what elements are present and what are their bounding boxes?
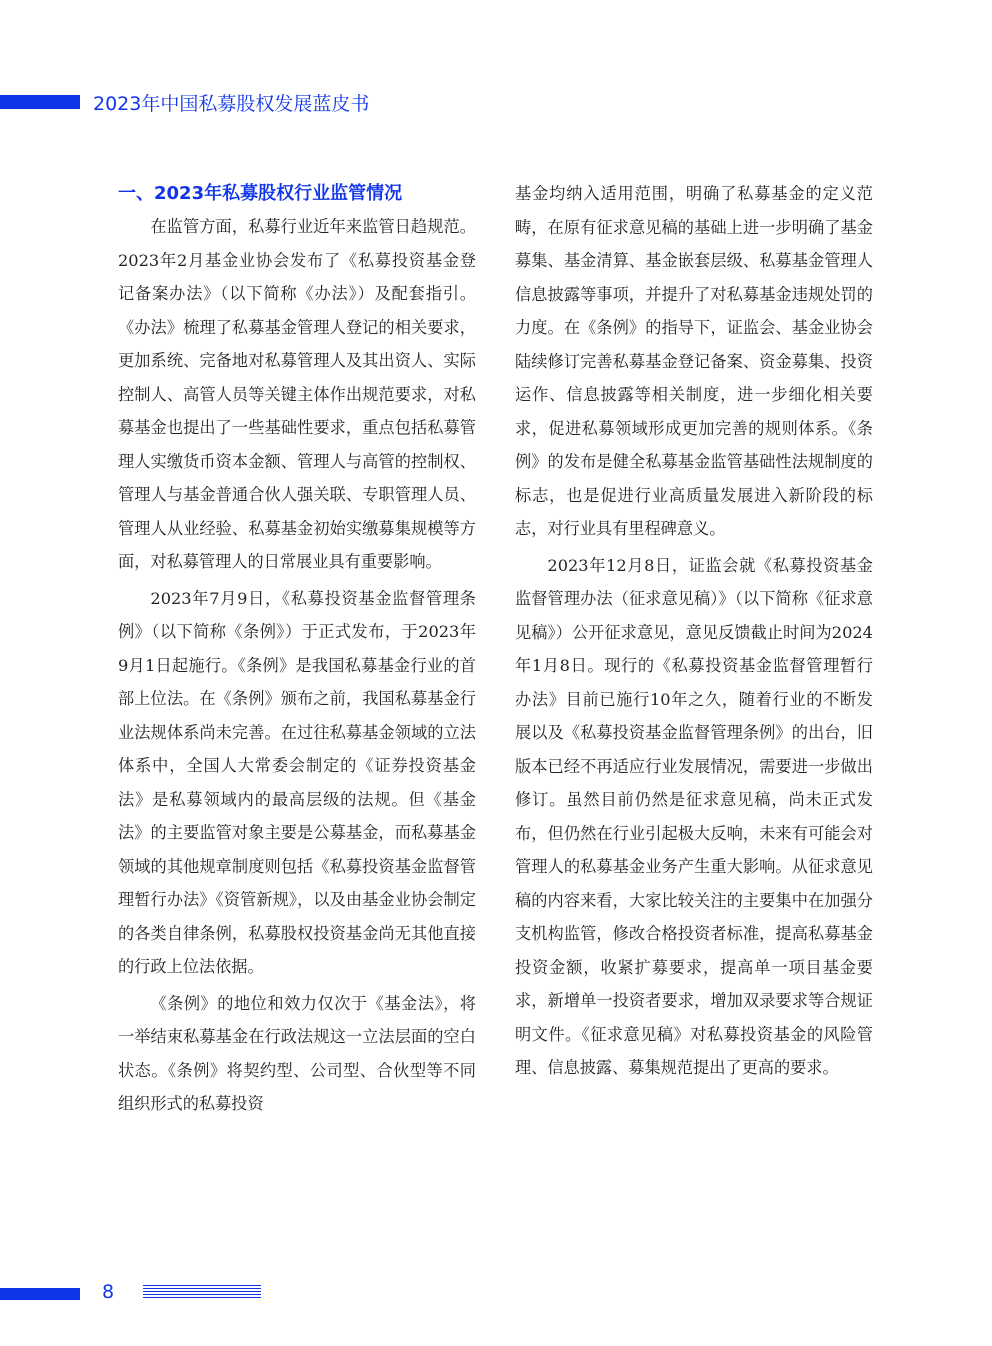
footer-decorative-lines — [143, 1285, 261, 1300]
paragraph: 2023年7月9日，《私募投资基金监督管理条例》（以下简称《条例》）于正式发布，于2023年9月1日起施行。《条例》是我国私募基金行业的首部上位法。在《条例》颁布之前，我国私募基金行业法规体系尚未完善。在过往私募基金领域的立法体系中，全国人大常委会制定的《证券投资基金法》是私募领域内的最高层级的法规。但《基金法》的主要监管对象主要是公募基金，而私募基金领域的其他规章制度则包括《私募投资基金监督管理暂行办法》《资管新规》，以及由基金业协会制定的各类自律条例，私募股权投资基金尚无其他直接的行政上位法依据。 — [118, 588, 476, 976]
footer-accent-bar — [0, 1288, 80, 1300]
header-accent-bar — [0, 95, 80, 109]
paragraph: 《条例》的地位和效力仅次于《基金法》，将一举结束私募基金在行政法规这一立法层面的空白状态。《条例》将契约型、公司型、合伙型等不同组织形式的私募投资 — [118, 993, 476, 1113]
page-number: 8 — [102, 1281, 115, 1303]
section-title: 一、2023年私募股权行业监管情况 — [118, 183, 403, 204]
left-column — [118, 177, 476, 1124]
paragraph: 在监管方面，私募行业近年来监管日趋规范。2023年2月基金业协会发布了《私募投资基金登记备案办法》（以下简称《办法》）及配套指引。《办法》梳理了私募基金管理人登记的相关要求，更加系统、完备地对私募管理人及其出资人、实际控制人、高管人员等关键主体作出规范要求，对私募基金也提出了一些基础性要求，重点包括私募管理人实缴货币资本金额、管理人与高管的控制权、管理人与基金普通合伙人强关联、专职管理人员、管理人从业经验、私募基金初始实缴募集规模等方面，对私募管理人的日常展业具有重要影响。 — [118, 217, 476, 571]
paragraph: 基金均纳入适用范围，明确了私募基金的定义范畴，在原有征求意见稿的基础上进一步明确了基金募集、基金清算、基金嵌套层级、私募基金管理人信息披露等事项，并提升了对私募基金违规处罚的力度。在《条例》的指导下，证监会、基金业协会陆续修订完善私募基金登记备案、资金募集、投资运作、信息披露等相关制度，进一步细化相关要求，促进私募领域形成更加完善的规则体系。《条例》的发布是健全私募基金监管基础性法规制度的标志，也是促进行业高质量发展进入新阶段的标志，对行业具有里程碑意义。 — [515, 184, 873, 538]
running-header-title: 2023年中国私募股权发展蓝皮书 — [93, 93, 370, 115]
paragraph: 2023年12月8日，证监会就《私募投资基金监督管理办法（征求意见稿）》（以下简称《征求意见稿》）公开征求意见，意见反馈截止时间为2024年1月8日。现行的《私募投资基金监督管理暂行办法》目前已施行10年之久，随着行业的不断发展以及《私募投资基金监督管理条例》的出台，旧版本已经不再适应行业发展情况，需要进一步做出修订。虽然目前仍然是征求意见稿，尚未正式发布，但仍然在行业引起极大反响，未来有可能会对管理人的私募基金业务产生重大影响。从征求意见稿的内容来看，大家比较关注的主要集中在加强分支机构监管，修改合格投资者标准，提高私募基金投资金额，收紧扩募要求，提高单一项目基金要求，新增单一投资者要求，增加双录要求等合规证明文件。《征求意见稿》对私募投资基金的风险管理、信息披露、募集规范提出了更高的要求。 — [515, 555, 873, 1077]
right-column — [515, 177, 873, 1088]
